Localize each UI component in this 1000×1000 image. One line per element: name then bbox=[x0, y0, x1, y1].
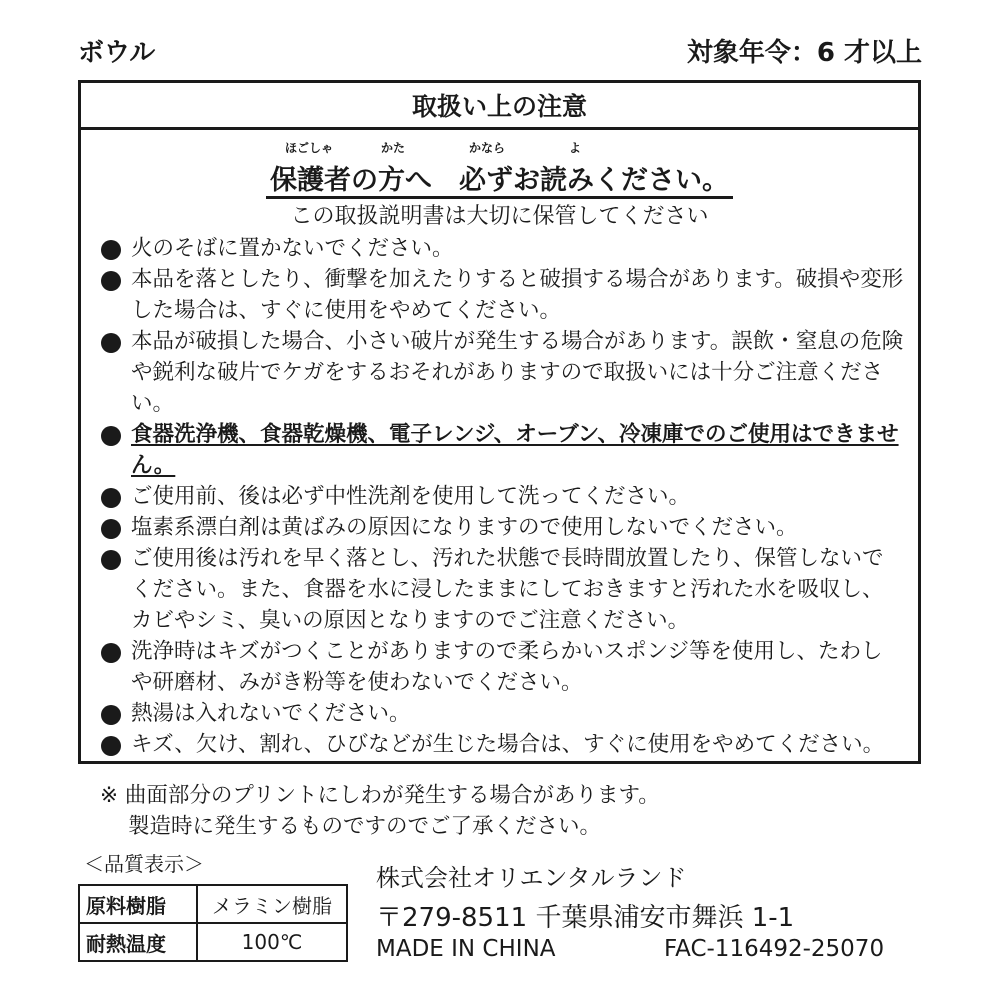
bullet-icon bbox=[101, 705, 121, 725]
caution-list bbox=[101, 233, 904, 760]
table-row bbox=[79, 885, 347, 923]
ruby-kanarazu: かなら bbox=[469, 141, 506, 155]
footnote-line: ※ 曲面部分のプリントにしわが発生する場合があります。 bbox=[100, 783, 660, 808]
caution-item: 本品を落としたり、衝撃を加えたりすると破損する場合があります。破損や変形した場合は、すぐに使用をやめてください。 bbox=[101, 264, 904, 326]
caution-item: キズ、欠け、割れ、ひびなどが生じた場合は、すぐに使用をやめてください。 bbox=[101, 729, 904, 760]
guardian-heading: 保護者の方へ 必ずお読みください。 bbox=[81, 158, 918, 197]
table-row bbox=[79, 923, 347, 961]
quality-table bbox=[78, 884, 348, 962]
quality-value: メラミン樹脂 bbox=[197, 885, 347, 923]
ruby-kata: かた bbox=[381, 141, 406, 155]
caution-item: 塩素系漂白剤は黄ばみの原因になりますので使用しないでください。 bbox=[101, 512, 904, 543]
caution-item: 火のそばに置かないでください。 bbox=[101, 233, 904, 264]
age-rating: 対象年令：6 才以上 bbox=[686, 38, 922, 68]
quality-value: 100℃ bbox=[197, 923, 347, 961]
bullet-icon bbox=[101, 736, 121, 756]
quality-key: 原料樹脂 bbox=[79, 885, 197, 923]
caution-item: ご使用前、後は必ず中性洗剤を使用して洗ってください。 bbox=[101, 481, 904, 512]
bullet-icon bbox=[101, 240, 121, 260]
keep-manual-text: この取扱説明書は大切に保管してください bbox=[290, 204, 709, 229]
caution-item: ご使用後は汚れを早く落とし、汚れた状態で長時間放置したり、保管しないでください。また、食器を水に浸したままにしておきますと汚れた水を吸収し、カビやシミ、臭いの原因となりますのでご注意ください。 bbox=[101, 543, 904, 636]
caution-item: 本品が破損した場合、小さい破片が発生する場合があります。誤飲・窒息の危険や鋭利な破片でケガをするおそれがありますので取扱いには十分ご注意ください。 bbox=[101, 326, 904, 419]
bullet-icon bbox=[101, 643, 121, 663]
print-footnote bbox=[100, 780, 660, 842]
bullet-icon bbox=[101, 488, 121, 508]
ruby-hogosha: ほごしゃ bbox=[285, 141, 334, 155]
company-address: 〒279-8511 千葉県浦安市舞浜 1-1 bbox=[376, 903, 795, 933]
caution-item: 熱湯は入れないでください。 bbox=[101, 698, 904, 729]
fac-code: FAC-116492-25070 bbox=[664, 936, 885, 962]
bullet-icon bbox=[101, 550, 121, 570]
caution-item: 洗浄時はキズがつくことがありますので柔らかいスポンジ等を使用し、たわしや研磨材、みがき粉等を使わないでください。 bbox=[101, 636, 904, 698]
company-name: 株式会社オリエンタルランド bbox=[376, 864, 687, 892]
bullet-icon bbox=[101, 271, 121, 291]
bullet-icon bbox=[101, 333, 121, 353]
notice-title: 取扱い上の注意 bbox=[81, 83, 918, 130]
notice-box bbox=[78, 80, 921, 764]
caution-item-emphasis: 食器洗浄機、食器乾燥機、電子レンジ、オーブン、冷凍庫でのご使用はできません。 bbox=[101, 419, 904, 481]
ruby-yo: よ bbox=[569, 141, 582, 155]
made-in: MADE IN CHINA bbox=[376, 936, 556, 962]
product-name: ボウル bbox=[78, 38, 156, 68]
footnote-line: 製造時に発生するものですのでご了承ください。 bbox=[128, 814, 602, 839]
bullet-icon bbox=[101, 519, 121, 539]
quality-title: ＜品質表示＞ bbox=[84, 852, 204, 876]
bullet-icon bbox=[101, 426, 121, 446]
quality-key: 耐熱温度 bbox=[79, 923, 197, 961]
